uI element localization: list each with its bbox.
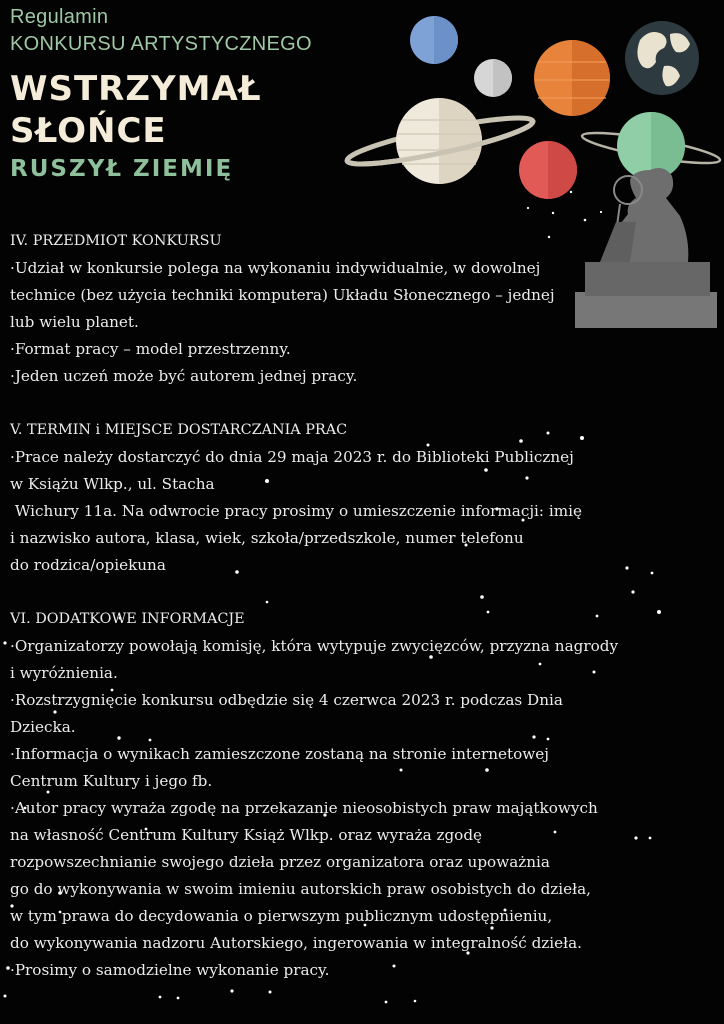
section-heading: IV. PRZEDMIOT KONKURSU (10, 233, 222, 249)
text-line: i nazwisko autora, klasa, wiek, szkoła/przedszkole, numer telefonu (10, 529, 524, 547)
text-line: w Książu Wlkp., ul. Stacha (10, 475, 215, 493)
text-line: ·Format pracy – model przestrzenny. (10, 340, 291, 358)
planet-earth-icon (625, 21, 699, 95)
text-line: technice (bez użycia techniki komputera) Układu Słonecznego – jednej (10, 286, 555, 304)
text-line: lub wielu planet. (10, 313, 139, 331)
poster-header (10, 4, 312, 184)
text-line: ·Jeden uczeń może być autorem jednej pracy. (10, 367, 358, 385)
planet-orange-icon (534, 40, 610, 116)
planet-blue-icon (410, 16, 458, 64)
planet-red-icon (519, 141, 577, 199)
text-line: w tym prawa do decydowania o pierwszym publicznym udostępnieniu, (10, 907, 553, 925)
text-line: ·Organizatorzy powołają komisję, która wytypuje zwycięzców, przyzna nagrody (10, 637, 619, 655)
text-line: na własność Centrum Kultury Książ Wlkp. oraz wyraża zgodę (10, 826, 483, 844)
text-line: Centrum Kultury i jego fb. (10, 772, 213, 790)
subtitle: RUSZYŁ ZIEMIĘ (10, 156, 234, 182)
title-line-2: SŁOŃCE (10, 111, 167, 151)
text-line: ·Autor pracy wyraża zgodę na przekazanie nieosobistych praw majątkowych (10, 799, 598, 817)
text-line: do wykonywania nadzoru Autorskiego, ingerowania w integralność dzieła. (10, 934, 582, 952)
title-line-1: WSTRZYMAŁ (10, 69, 262, 109)
planet-grey-icon (474, 59, 512, 97)
regulations-content (10, 228, 715, 984)
text-line: i wyróżnienia. (10, 664, 118, 682)
section-spacer (10, 390, 715, 417)
section-przedmiot (10, 228, 715, 390)
text-line: rozpowszechnianie swojego dzieła przez organizatora oraz upoważnia (10, 853, 550, 871)
section-dodatkowe (10, 606, 715, 984)
text-line: Dziecka. (10, 718, 76, 736)
pretitle-konkursu: KONKURSU ARTYSTYCZNEGO (10, 33, 312, 55)
section-heading: VI. DODATKOWE INFORMACJE (10, 611, 245, 627)
section-heading: V. TERMIN i MIEJSCE DOSTARCZANIA PRAC (10, 422, 348, 438)
text-line: ·Informacja o wynikach zamieszczone zostaną na stronie internetowej (10, 745, 549, 763)
text-line: ·Rozstrzygnięcie konkursu odbędzie się 4 czerwca 2023 r. podczas Dnia (10, 691, 563, 709)
text-line: ·Prosimy o samodzielne wykonanie pracy. (10, 961, 330, 979)
planet-saturn-icon (345, 98, 536, 184)
text-line: Wichury 11a. Na odwrocie pracy prosimy o umieszczenie informacji: imię (10, 502, 582, 520)
pretitle-regulamin: Regulamin (10, 6, 109, 28)
text-line: ·Udział w konkursie polega na wykonaniu indywidualnie, w dowolnej (10, 259, 541, 277)
text-line: go do wykonywania w swoim imieniu autorskich praw osobistych do dzieła, (10, 880, 591, 898)
text-line: ·Prace należy dostarczyć do dnia 29 maja 2023 r. do Biblioteki Publicznej (10, 448, 574, 466)
text-line: do rodzica/opiekuna (10, 556, 166, 574)
section-spacer (10, 579, 715, 606)
section-termin (10, 417, 715, 579)
